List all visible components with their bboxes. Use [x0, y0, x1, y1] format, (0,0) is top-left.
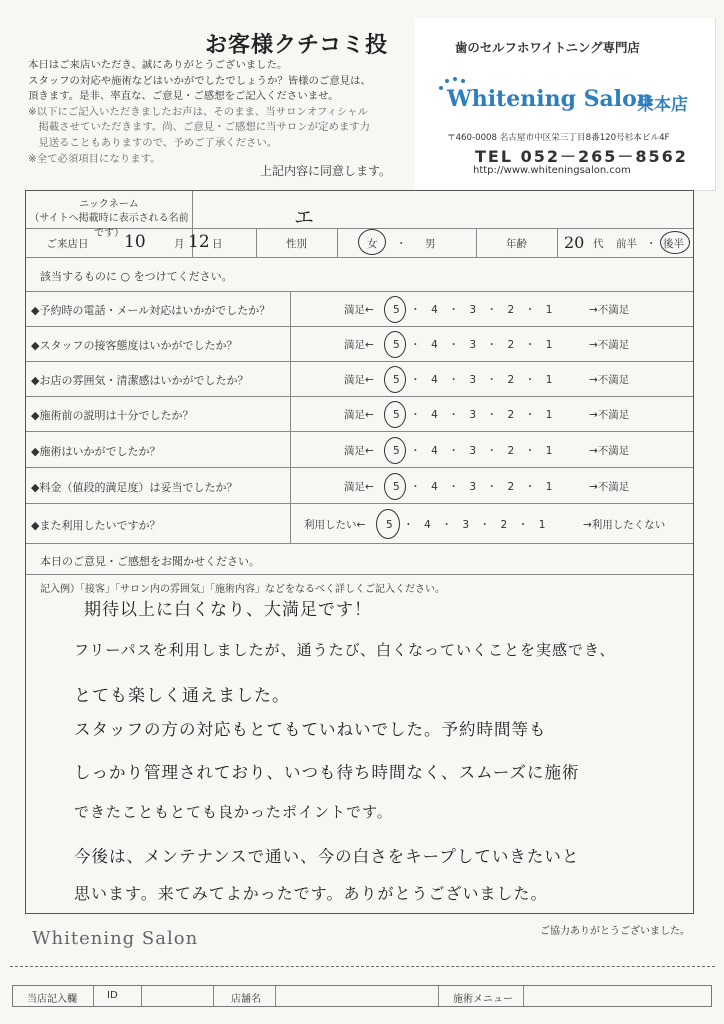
rating-scale[interactable]: 5 ・ 4 ・ 3 ・ 2 ・ 1 — [393, 339, 553, 351]
age-unit: 代 — [593, 238, 604, 250]
comment-example: 記入例）「接客」「サロン内の雰囲気」「施術内容」などをなるべく詳しくご記入ください。 — [40, 584, 445, 595]
intro-line: ※以下にご記入いただきましたお声は、そのまま、当サロンオフィシャル — [28, 105, 368, 118]
nickname-value[interactable]: エ — [294, 205, 314, 229]
visit-day-value[interactable]: 12 — [188, 232, 210, 252]
menu-label: 施術メニュー — [453, 994, 513, 1005]
intro-line: スタッフの対応や施術などはいかがでしたでしょうか？皆様のご意見は、 — [28, 74, 371, 87]
intro-line: 頂きます。是非、率直な、ご意見・ご感想をご記入くださいませ。 — [28, 90, 339, 103]
agreement-text: 上記内容に同意します。 — [260, 164, 392, 178]
brand-card — [415, 18, 716, 191]
cut-line — [10, 966, 715, 967]
brand-address: 〒460-0008 名古屋市中区栄三丁目8番120号杉本ビル4F — [447, 133, 670, 143]
age-first-half[interactable]: 前半 — [616, 238, 637, 250]
intro-line: ※全て必須項目になります。 — [28, 152, 161, 165]
gender-male[interactable]: 男 — [425, 238, 436, 250]
rating-scale[interactable]: 5 ・ 4 ・ 3 ・ 2 ・ 1 — [393, 374, 553, 386]
brand-url[interactable]: http://www.whiteningsalon.com — [473, 165, 631, 176]
rating-selected-circle — [384, 366, 406, 393]
nickname-label: ニックネーム — [79, 199, 139, 210]
question-label: ◆施術はいかがでしたか？ — [31, 445, 161, 458]
brand-tel: TEL 052－265－8562 — [475, 147, 688, 166]
question-label: ◆また利用したいですか？ — [31, 519, 161, 532]
question-label: ◆料金（値段的満足度）は妥当でしたか？ — [31, 481, 238, 494]
rating-scale[interactable]: 5 ・ 4 ・ 3 ・ 2 ・ 1 — [393, 481, 553, 493]
age-value[interactable]: 20 — [564, 233, 585, 252]
scale-right: →利用したくない — [583, 519, 666, 531]
store-name-label: 店舗名 — [231, 994, 261, 1005]
rating-selected-circle — [384, 437, 406, 464]
gender-label: 性別 — [286, 238, 307, 250]
scale-right: →不満足 — [589, 304, 630, 316]
gender-female[interactable]: 女 — [367, 238, 378, 250]
page-title: お客様クチコミ投 — [205, 33, 389, 58]
thanks-text: ご協力ありがとうございました。 — [540, 926, 690, 937]
intro-text — [28, 58, 423, 167]
survey-form — [25, 190, 694, 914]
age-dot: ・ — [646, 238, 657, 250]
instruction-text: 該当するものに ○ をつけてください。 — [40, 270, 233, 283]
brand-logo: Whitening Salon — [447, 86, 653, 112]
question-label: ◆施術前の説明は十分でしたか？ — [31, 409, 194, 422]
comment-line[interactable]: フリーパスを利用しましたが、通うたび、白くなっていくことを実感でき、 — [74, 641, 616, 659]
comment-line[interactable]: スタッフの方の対応もとてもていねいでした。予約時間等も — [74, 720, 547, 739]
comment-heading: 本日のご意見・ご感想をお聞かせください。 — [40, 555, 260, 568]
staff-use-label: 当店記入欄 — [27, 994, 77, 1005]
rating-selected-circle — [376, 509, 400, 539]
scale-right: →不満足 — [589, 445, 630, 457]
rating-selected-circle — [384, 296, 406, 323]
gender-selected-circle — [358, 229, 386, 255]
visit-month-value[interactable]: 10 — [124, 232, 146, 252]
gender-dot: ・ — [396, 238, 407, 250]
scale-right: →不満足 — [589, 409, 630, 421]
day-unit: 日 — [212, 238, 223, 250]
question-label: ◆予約時の電話・メール対応はいかがでしたか？ — [31, 304, 271, 317]
comment-line[interactable]: 思います。来てみてよかったです。ありがとうございました。 — [74, 884, 548, 903]
question-label: ◆お店の雰囲気・清潔感はいかがでしたか？ — [31, 374, 249, 387]
rating-scale[interactable]: 5 ・ 4 ・ 3 ・ 2 ・ 1 — [393, 445, 553, 457]
rating-scale[interactable]: 5 ・ 4 ・ 3 ・ 2 ・ 1 — [386, 519, 546, 531]
scale-left: 満足← — [344, 409, 374, 421]
scale-right: →不満足 — [589, 339, 630, 351]
scale-left: 利用したい← — [304, 519, 366, 531]
scale-left: 満足← — [344, 481, 374, 493]
brand-branch: 栄本店 — [637, 95, 688, 115]
intro-line: 本日はご来店いただき、誠にありがとうございました。 — [28, 59, 288, 71]
comment-line[interactable]: とても楽しく通えました。 — [74, 686, 290, 706]
age-selected-circle — [660, 231, 690, 254]
age-label: 年齢 — [506, 238, 527, 250]
scale-left: 満足← — [344, 445, 374, 457]
intro-line: 掲載させていただきます。尚、ご意見・ご感想に当サロンが定めます力 — [28, 121, 371, 134]
scale-right: →不満足 — [589, 374, 630, 386]
comment-line[interactable]: しっかり管理されており、いつも待ち時間なく、スムーズに施術 — [74, 763, 580, 782]
intro-line: 見送ることもありますので、予めご了承ください。 — [28, 136, 278, 149]
scale-left: 満足← — [344, 339, 374, 351]
rating-selected-circle — [384, 401, 406, 428]
question-label: ◆スタッフの接客態度はいかがでしたか？ — [31, 339, 238, 352]
visit-date-label: ご来店日 — [46, 238, 89, 250]
month-unit: 月 — [174, 238, 185, 250]
id-label: ID — [107, 990, 118, 1001]
scale-left: 満足← — [344, 304, 374, 316]
brand-tagline: 歯のセルフホワイトニング専門店 — [455, 40, 640, 55]
staff-use-table — [12, 985, 712, 1007]
rating-scale[interactable]: 5 ・ 4 ・ 3 ・ 2 ・ 1 — [393, 304, 553, 316]
rating-selected-circle — [384, 473, 406, 500]
rating-selected-circle — [384, 331, 406, 358]
footer-logo: Whitening Salon — [32, 928, 199, 949]
comment-line[interactable]: 期待以上に白くなり、大満足です！ — [84, 600, 372, 620]
rating-scale[interactable]: 5 ・ 4 ・ 3 ・ 2 ・ 1 — [393, 409, 553, 421]
comment-line[interactable]: できたこともとても良かったポイントです。 — [74, 803, 393, 821]
comment-line[interactable]: 今後は、メンテナンスで通い、今の白さをキープしていきたいと — [74, 847, 580, 866]
scale-left: 満足← — [344, 374, 374, 386]
scale-right: →不満足 — [589, 481, 630, 493]
nickname-sublabel: （サイトへ掲載時に表示される名前です） — [29, 213, 189, 239]
age-second-half[interactable]: 後半 — [663, 238, 684, 250]
